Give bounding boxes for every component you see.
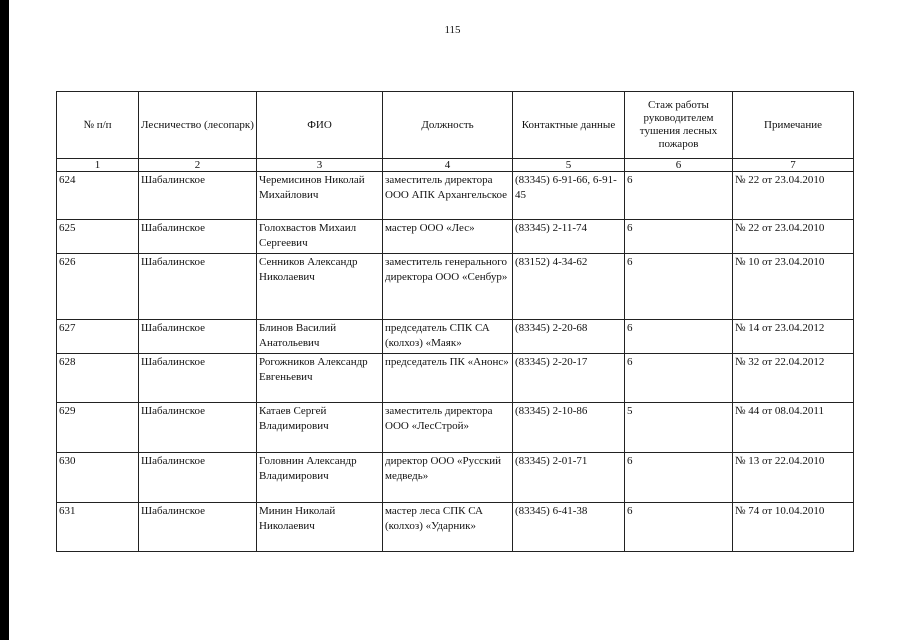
cell-note: № 13 от 22.04.2010 [733, 453, 854, 503]
cell-forestry: Шабалинское [139, 503, 257, 552]
cell-note: № 14 от 23.04.2012 [733, 320, 854, 354]
cell-position: заместитель директора ООО «ЛесСтрой» [383, 403, 513, 453]
table-row [57, 354, 854, 403]
cell-number: 627 [57, 320, 139, 354]
column-index: 3 [257, 159, 383, 172]
cell-number: 625 [57, 220, 139, 254]
cell-forestry: Шабалинское [139, 254, 257, 320]
cell-number: 626 [57, 254, 139, 320]
column-index: 1 [57, 159, 139, 172]
column-header-number: № п/п [57, 92, 139, 159]
cell-number: 628 [57, 354, 139, 403]
cell-position: заместитель генерального директора ООО «Сенбур» [383, 254, 513, 320]
column-index: 4 [383, 159, 513, 172]
cell-phone: (83152) 4-34-62 [513, 254, 625, 320]
cell-name: Сенников Александр Николаевич [257, 254, 383, 320]
cell-position: заместитель директора ООО АПК Архангельское [383, 172, 513, 220]
cell-number: 630 [57, 453, 139, 503]
cell-experience: 6 [625, 503, 733, 552]
cell-experience: 6 [625, 453, 733, 503]
cell-phone: (83345) 2-10-86 [513, 403, 625, 453]
table-row [57, 254, 854, 320]
cell-name: Рогожников Александр Евгеньевич [257, 354, 383, 403]
cell-note: № 22 от 23.04.2010 [733, 172, 854, 220]
cell-number: 631 [57, 503, 139, 552]
cell-phone: (83345) 2-20-68 [513, 320, 625, 354]
cell-note: № 32 от 22.04.2012 [733, 354, 854, 403]
cell-note: № 10 от 23.04.2010 [733, 254, 854, 320]
table-row [57, 503, 854, 552]
cell-note: № 74 от 10.04.2010 [733, 503, 854, 552]
column-index-row [57, 159, 854, 172]
cell-experience: 6 [625, 354, 733, 403]
cell-number: 629 [57, 403, 139, 453]
cell-phone: (83345) 6-41-38 [513, 503, 625, 552]
cell-name: Головнин Александр Владимирович [257, 453, 383, 503]
table-row [57, 320, 854, 354]
column-index: 2 [139, 159, 257, 172]
cell-name: Минин Николай Николаевич [257, 503, 383, 552]
column-index: 7 [733, 159, 854, 172]
column-header-position: Должность [383, 92, 513, 159]
cell-forestry: Шабалинское [139, 220, 257, 254]
column-header-forestry: Лесничество (лесопарк) [139, 92, 257, 159]
table-row [57, 220, 854, 254]
table-row [57, 172, 854, 220]
cell-position: председатель ПК «Анонс» [383, 354, 513, 403]
cell-position: председатель СПК СА (колхоз) «Маяк» [383, 320, 513, 354]
column-index: 5 [513, 159, 625, 172]
table-row [57, 403, 854, 453]
cell-forestry: Шабалинское [139, 354, 257, 403]
column-header-experience: Стаж работы руководителем тушения лесных пожаров [625, 92, 733, 159]
cell-name: Катаев Сергей Владимирович [257, 403, 383, 453]
cell-forestry: Шабалинское [139, 453, 257, 503]
cell-experience: 6 [625, 254, 733, 320]
cell-position: директор ООО «Русский медведь» [383, 453, 513, 503]
cell-phone: (83345) 2-20-17 [513, 354, 625, 403]
table-header-row [57, 92, 854, 159]
cell-experience: 6 [625, 220, 733, 254]
cell-experience: 6 [625, 172, 733, 220]
cell-number: 624 [57, 172, 139, 220]
cell-forestry: Шабалинское [139, 403, 257, 453]
cell-phone: (83345) 2-11-74 [513, 220, 625, 254]
cell-experience: 6 [625, 320, 733, 354]
scan-binding-edge [0, 0, 9, 640]
column-header-name: ФИО [257, 92, 383, 159]
cell-experience: 5 [625, 403, 733, 453]
page-number: 115 [444, 24, 461, 36]
table-row [57, 453, 854, 503]
column-header-contacts: Контактные данные [513, 92, 625, 159]
cell-forestry: Шабалинское [139, 172, 257, 220]
fire-chief-register-table [56, 91, 854, 552]
cell-note: № 22 от 23.04.2010 [733, 220, 854, 254]
cell-note: № 44 от 08.04.2011 [733, 403, 854, 453]
column-header-note: Примечание [733, 92, 854, 159]
cell-name: Голохвастов Михаил Сергеевич [257, 220, 383, 254]
cell-phone: (83345) 2-01-71 [513, 453, 625, 503]
cell-forestry: Шабалинское [139, 320, 257, 354]
cell-position: мастер леса СПК СА (колхоз) «Ударник» [383, 503, 513, 552]
cell-name: Черемисинов Николай Михайлович [257, 172, 383, 220]
cell-position: мастер ООО «Лес» [383, 220, 513, 254]
cell-phone: (83345) 6-91-66, 6-91-45 [513, 172, 625, 220]
column-index: 6 [625, 159, 733, 172]
cell-name: Блинов Василий Анатольевич [257, 320, 383, 354]
